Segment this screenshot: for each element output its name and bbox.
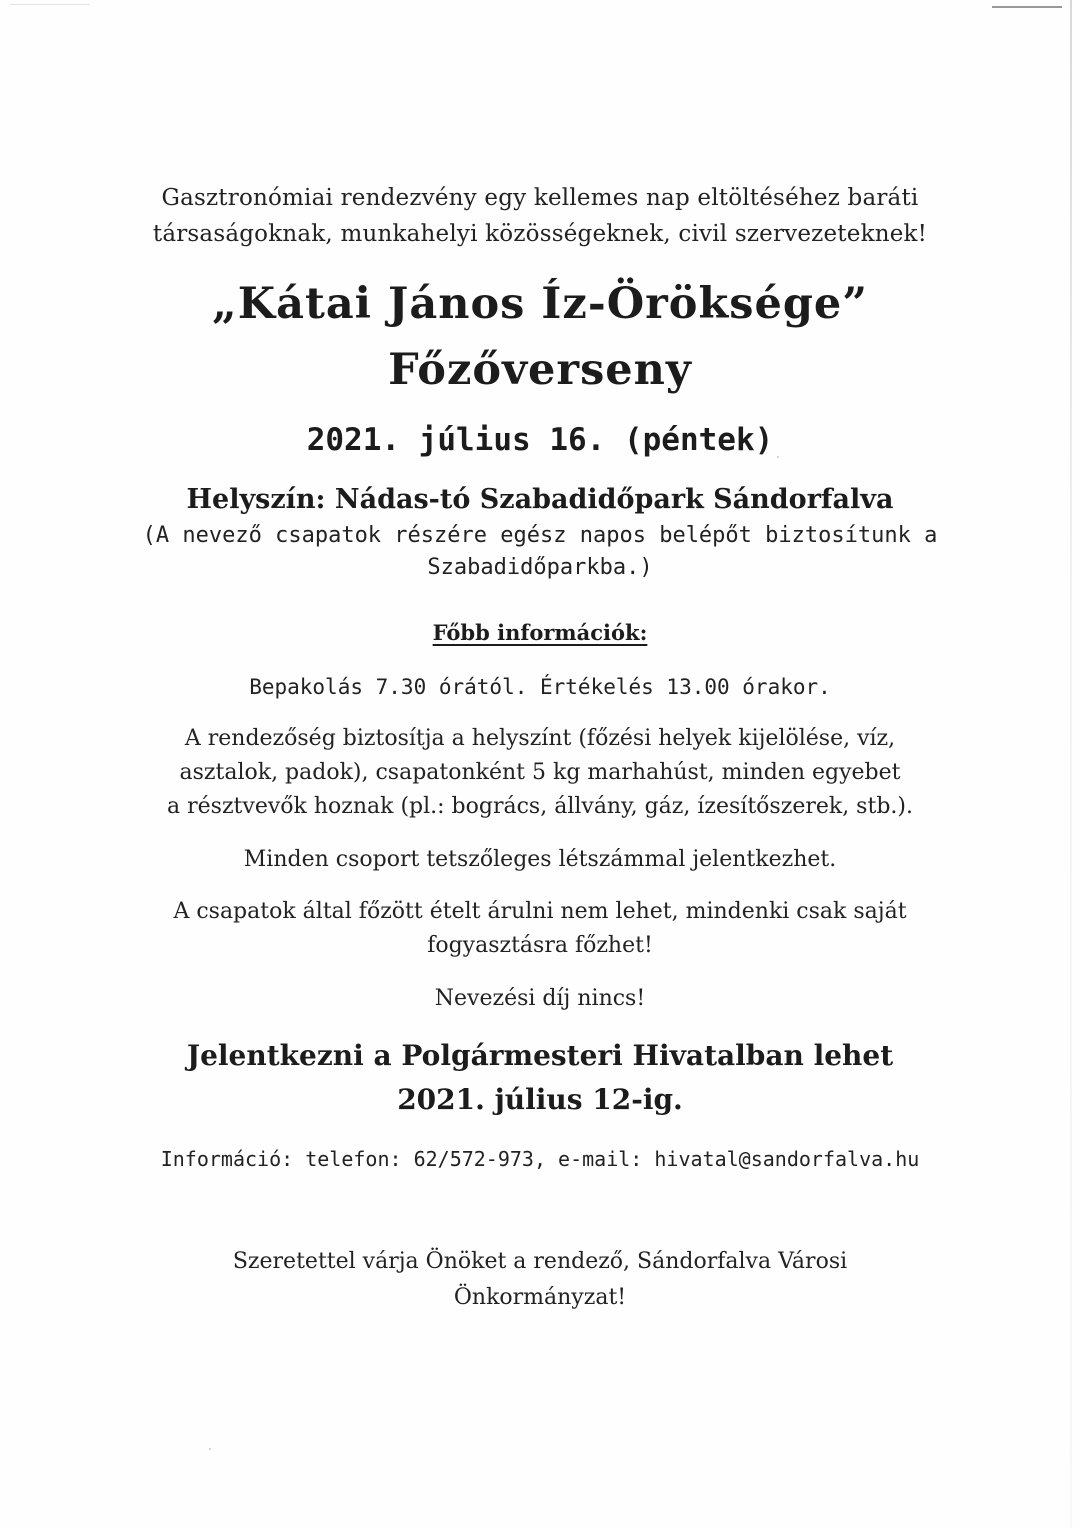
groups-text: Minden csoport tetszőleges létszámmal jelentkezhet. <box>243 847 837 872</box>
event-subtitle: Főzőverseny <box>388 345 692 395</box>
provision-line-3: a résztvevők hoznak (pl.: bogrács, állvány, gáz, ízesítőszerek, stb.). <box>167 794 913 819</box>
venue-note-line-1: (A nevező csapatok részére egész napos belépőt biztosítunk a <box>142 523 938 548</box>
venue-label: Helyszín: Nádas-tó Szabadidőpark Sándorfalva <box>186 484 894 515</box>
scan-edge-artifact <box>10 4 90 5</box>
info-heading: Főbb információk: <box>432 620 648 645</box>
fee-text: Nevezési díj nincs! <box>434 986 646 1011</box>
event-title: „Kátai János Íz-Öröksége” <box>211 279 869 329</box>
closing-line-2: Önkormányzat! <box>453 1285 627 1310</box>
event-date: 2021. július 16. (péntek) <box>306 422 774 458</box>
scan-speck <box>209 1448 211 1450</box>
scan-speck <box>777 456 779 458</box>
sales-line-2: fogyasztásra főzhet! <box>427 933 653 958</box>
intro-line-2: társaságoknak, munkahelyi közösségeknek, civil szervezeteknek! <box>152 221 928 247</box>
venue-note-line-2: Szabadidőparkba.) <box>427 555 653 580</box>
closing-line-1: Szeretettel várja Önöket a rendező, Sándorfalva Városi <box>232 1249 848 1274</box>
registration-line-1: Jelentkezni a Polgármesteri Hivatalban lehet <box>186 1039 894 1072</box>
contact-info: Információ: telefon: 62/572-973, e-mail: hivatal@sandorfalva.hu <box>160 1147 920 1171</box>
provision-line-2: asztalok, padok), csapatonként 5 kg marhahúst, minden egyebet <box>179 760 901 785</box>
scan-edge-artifact <box>992 6 1062 8</box>
schedule-text: Bepakolás 7.30 órától. Értékelés 13.00 órakor. <box>249 675 831 699</box>
intro-line-1: Gasztronómiai rendezvény egy kellemes nap eltöltéséhez baráti <box>161 185 919 211</box>
provision-line-1: A rendezőség biztosítja a helyszínt (főzési helyek kijelölése, víz, <box>184 726 896 751</box>
registration-deadline: 2021. július 12-ig. <box>397 1083 683 1116</box>
sales-line-1: A csapatok által főzött ételt árulni nem lehet, mindenki csak saját <box>173 899 907 924</box>
